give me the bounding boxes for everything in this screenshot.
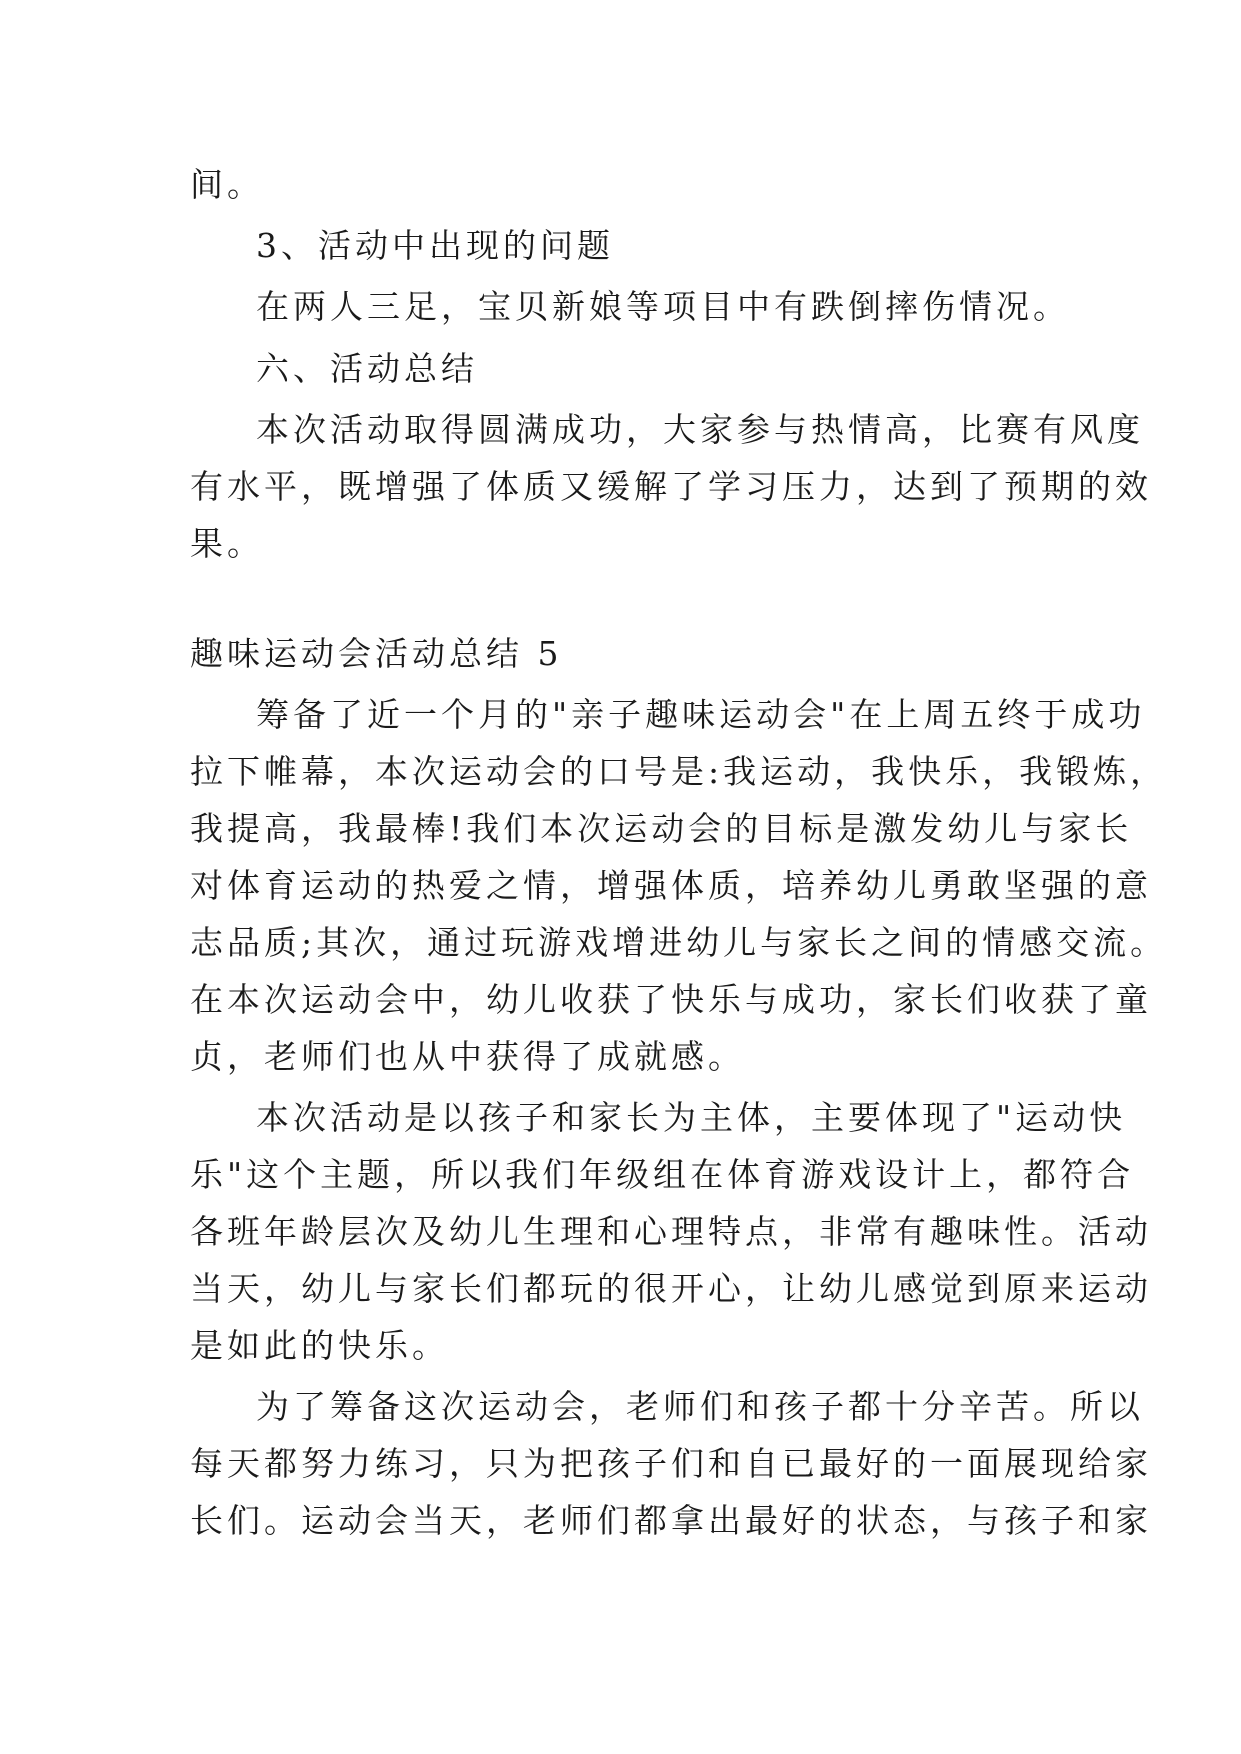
text-line: 是如此的快乐。 <box>190 1326 449 1365</box>
text-line: 在本次运动会中，幼儿收获了快乐与成功，家长们收获了童 <box>190 980 1152 1019</box>
text-line: 志品质;其次，通过玩游戏增进幼儿与家长之间的情感交流。 <box>190 923 1168 962</box>
text-line: 各班年龄层次及幼儿生理和心理特点，非常有趣味性。活动 <box>190 1212 1152 1251</box>
text-line: 乐"这个主题，所以我们年级组在体育游戏设计上，都符合 <box>190 1155 1135 1194</box>
text-line: 为了筹备这次运动会，老师们和孩子都十分辛苦。所以 <box>256 1387 1144 1426</box>
text-line: 果。 <box>190 524 264 563</box>
document-title: 趣味运动会活动总结 5 <box>190 634 563 673</box>
text-line: 当天，幼儿与家长们都玩的很开心，让幼儿感觉到原来运动 <box>190 1269 1152 1308</box>
text-line: 长们。运动会当天，老师们都拿出最好的状态，与孩子和家 <box>190 1501 1152 1540</box>
text-line: 本次活动取得圆满成功，大家参与热情高，比赛有风度 <box>256 410 1144 449</box>
text-line: 筹备了近一个月的"亲子趣味运动会"在上周五终于成功 <box>256 695 1146 734</box>
text-line: 间。 <box>190 165 264 204</box>
section-heading: 3、活动中出现的问题 <box>256 226 614 265</box>
text-line: 每天都努力练习，只为把孩子们和自已最好的一面展现给家 <box>190 1444 1152 1483</box>
section-heading: 六、活动总结 <box>256 349 478 388</box>
text-line: 拉下帷幕，本次运动会的口号是:我运动，我快乐，我锻炼， <box>190 752 1168 791</box>
text-line: 我提高，我最棒!我们本次运动会的目标是激发幼儿与家长 <box>190 809 1133 848</box>
text-line: 有水平，既增强了体质又缓解了学习压力，达到了预期的效 <box>190 467 1152 506</box>
text-line: 在两人三足，宝贝新娘等项目中有跌倒摔伤情况。 <box>256 287 1070 326</box>
text-line: 本次活动是以孩子和家长为主体，主要体现了"运动快 <box>256 1098 1127 1137</box>
text-line: 贞，老师们也从中获得了成就感。 <box>190 1037 745 1076</box>
text-line: 对体育运动的热爱之情，增强体质，培养幼儿勇敢坚强的意 <box>190 866 1152 905</box>
